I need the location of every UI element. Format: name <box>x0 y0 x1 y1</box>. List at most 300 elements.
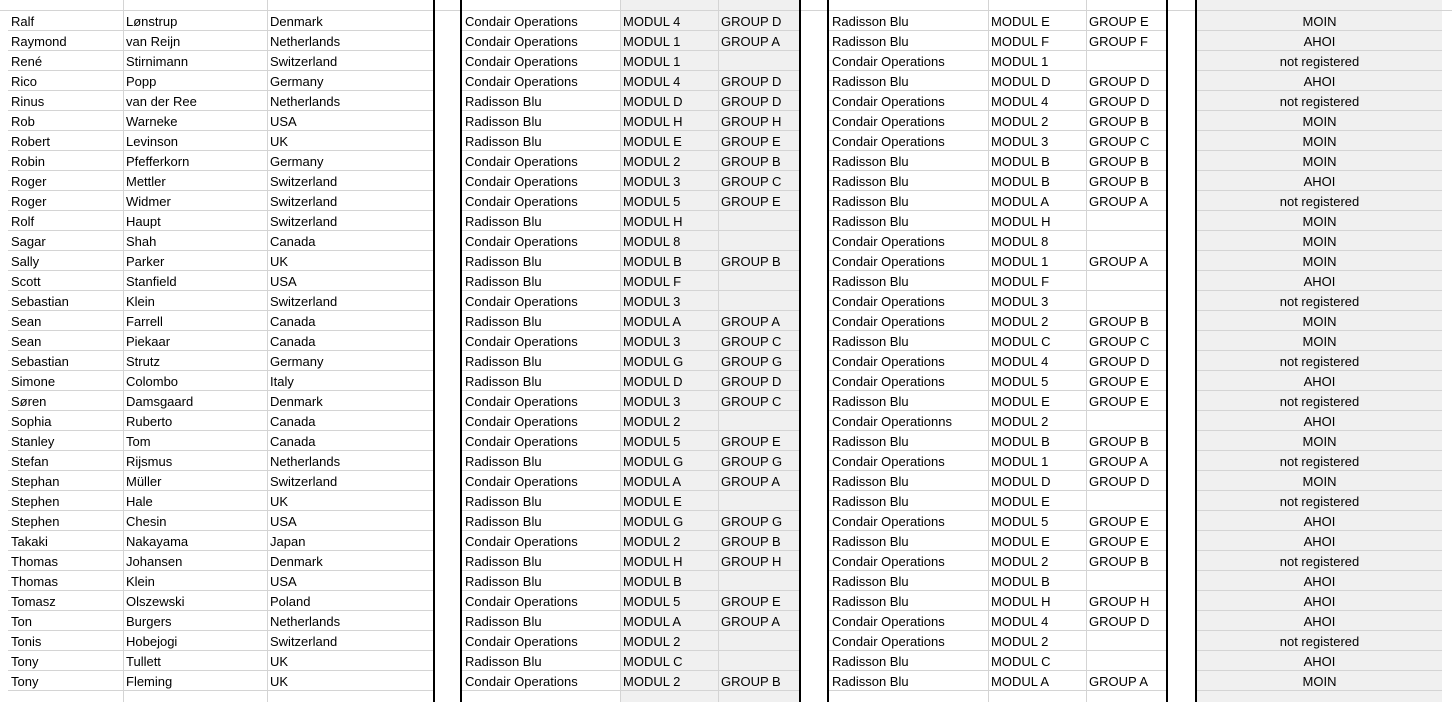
cell-b-modul[interactable]: MODUL 4 <box>988 611 1086 631</box>
cell-first[interactable]: Sagar <box>8 231 123 251</box>
cell-b-modul[interactable]: MODUL 2 <box>988 411 1086 431</box>
cell-country[interactable]: UK <box>267 131 433 151</box>
cell-last[interactable]: Tullett <box>123 651 267 671</box>
cell-b-hotel[interactable]: Radisson Blu <box>829 671 988 691</box>
cell-first[interactable]: Rico <box>8 71 123 91</box>
cell-b-group[interactable]: GROUP B <box>1086 151 1166 171</box>
cell-a-hotel[interactable]: Radisson Blu <box>462 551 620 571</box>
cell-country[interactable]: Canada <box>267 311 433 331</box>
cell-first[interactable]: Ralf <box>8 11 123 31</box>
cell-b-group[interactable]: GROUP F <box>1086 31 1166 51</box>
cell-first[interactable]: Rob <box>8 111 123 131</box>
cell-first[interactable]: Søren <box>8 391 123 411</box>
cell-a-hotel[interactable]: Radisson Blu <box>462 111 620 131</box>
cell-country[interactable]: Poland <box>267 591 433 611</box>
cell-last[interactable]: van Reijn <box>123 31 267 51</box>
cell-a-hotel[interactable]: Radisson Blu <box>462 271 620 291</box>
cell-last[interactable]: Widmer <box>123 191 267 211</box>
cell-a-hotel[interactable]: Condair Operations <box>462 391 620 411</box>
cell-a-modul[interactable]: MODUL 5 <box>620 591 718 611</box>
cell-status[interactable]: MOIN <box>1197 251 1442 271</box>
cell-country[interactable]: Switzerland <box>267 471 433 491</box>
cell-first[interactable]: Roger <box>8 171 123 191</box>
cell-status[interactable]: AHOI <box>1197 531 1442 551</box>
cell-b-modul[interactable]: MODUL 4 <box>988 351 1086 371</box>
cell-first[interactable]: Scott <box>8 271 123 291</box>
cell-a-group[interactable]: GROUP H <box>718 551 800 571</box>
cell-last[interactable]: Piekaar <box>123 331 267 351</box>
cell-b-group[interactable] <box>1086 291 1166 311</box>
cell-b-group[interactable]: GROUP A <box>1086 191 1166 211</box>
cell-b-group[interactable]: GROUP B <box>1086 551 1166 571</box>
cell-b-modul[interactable]: MODUL 3 <box>988 131 1086 151</box>
cell-a-group[interactable] <box>718 571 800 591</box>
cell-a-group[interactable] <box>718 631 800 651</box>
cell-status[interactable]: AHOI <box>1197 371 1442 391</box>
cell-a-modul[interactable]: MODUL 3 <box>620 171 718 191</box>
cell-b-modul[interactable]: MODUL E <box>988 491 1086 511</box>
cell-b-hotel[interactable]: Condair Operations <box>829 451 988 471</box>
cell-b-modul[interactable]: MODUL B <box>988 151 1086 171</box>
cell-b-hotel[interactable]: Condair Operations <box>829 371 988 391</box>
cell-last[interactable]: Lønstrup <box>123 11 267 31</box>
cell-last[interactable]: Nakayama <box>123 531 267 551</box>
cell-last[interactable]: Hale <box>123 491 267 511</box>
cell-first[interactable]: Thomas <box>8 571 123 591</box>
cell-last[interactable]: Johansen <box>123 551 267 571</box>
cell-country[interactable]: Denmark <box>267 551 433 571</box>
cell-last[interactable]: Chesin <box>123 511 267 531</box>
cell-a-modul[interactable]: MODUL H <box>620 211 718 231</box>
cell-b-group[interactable] <box>1086 571 1166 591</box>
cell-a-modul[interactable]: MODUL G <box>620 451 718 471</box>
cell-first[interactable]: Rinus <box>8 91 123 111</box>
cell-last[interactable]: Parker <box>123 251 267 271</box>
cell-country[interactable]: Switzerland <box>267 171 433 191</box>
cell-a-hotel[interactable]: Radisson Blu <box>462 91 620 111</box>
cell-status[interactable]: AHOI <box>1197 571 1442 591</box>
cell-country[interactable]: Canada <box>267 231 433 251</box>
cell-a-modul[interactable]: MODUL D <box>620 91 718 111</box>
cell-first[interactable]: Sophia <box>8 411 123 431</box>
cell-a-hotel[interactable]: Radisson Blu <box>462 131 620 151</box>
cell-a-group[interactable]: GROUP E <box>718 431 800 451</box>
cell-country[interactable]: Denmark <box>267 391 433 411</box>
cell-a-group[interactable] <box>718 651 800 671</box>
cell-last[interactable]: Shah <box>123 231 267 251</box>
cell-a-hotel[interactable]: Radisson Blu <box>462 211 620 231</box>
cell-b-group[interactable]: GROUP C <box>1086 331 1166 351</box>
cell-a-hotel[interactable]: Condair Operations <box>462 11 620 31</box>
cell-a-group[interactable] <box>718 491 800 511</box>
cell-last[interactable]: Rijsmus <box>123 451 267 471</box>
cell-country[interactable]: Netherlands <box>267 611 433 631</box>
cell-b-group[interactable]: GROUP B <box>1086 171 1166 191</box>
cell-a-group[interactable] <box>718 271 800 291</box>
cell-b-group[interactable] <box>1086 271 1166 291</box>
cell-country[interactable]: Switzerland <box>267 291 433 311</box>
cell-b-hotel[interactable]: Radisson Blu <box>829 331 988 351</box>
cell-b-group[interactable]: GROUP E <box>1086 391 1166 411</box>
cell-a-modul[interactable]: MODUL 5 <box>620 191 718 211</box>
cell-b-group[interactable] <box>1086 491 1166 511</box>
cell-a-hotel[interactable]: Radisson Blu <box>462 451 620 471</box>
cell-country[interactable]: USA <box>267 271 433 291</box>
cell-b-modul[interactable]: MODUL 5 <box>988 511 1086 531</box>
cell-status[interactable]: MOIN <box>1197 151 1442 171</box>
cell-b-hotel[interactable]: Radisson Blu <box>829 171 988 191</box>
cell-b-group[interactable]: GROUP D <box>1086 351 1166 371</box>
cell-a-modul[interactable]: MODUL E <box>620 491 718 511</box>
cell-first[interactable]: Thomas <box>8 551 123 571</box>
cell-b-hotel[interactable]: Radisson Blu <box>829 71 988 91</box>
cell-status[interactable]: AHOI <box>1197 611 1442 631</box>
cell-status[interactable]: not registered <box>1197 91 1442 111</box>
cell-a-group[interactable]: GROUP E <box>718 131 800 151</box>
cell-b-group[interactable]: GROUP A <box>1086 451 1166 471</box>
cell-status[interactable]: not registered <box>1197 51 1442 71</box>
cell-status[interactable]: MOIN <box>1197 671 1442 691</box>
cell-a-hotel[interactable]: Condair Operations <box>462 431 620 451</box>
cell-country[interactable]: Netherlands <box>267 451 433 471</box>
cell-b-hotel[interactable]: Condair Operations <box>829 51 988 71</box>
cell-a-hotel[interactable]: Condair Operations <box>462 631 620 651</box>
cell-a-modul[interactable]: MODUL 5 <box>620 431 718 451</box>
cell-a-modul[interactable]: MODUL G <box>620 351 718 371</box>
cell-status[interactable]: MOIN <box>1197 311 1442 331</box>
cell-country[interactable]: Germany <box>267 351 433 371</box>
cell-a-modul[interactable]: MODUL A <box>620 471 718 491</box>
cell-last[interactable]: Levinson <box>123 131 267 151</box>
cell-a-hotel[interactable]: Condair Operations <box>462 531 620 551</box>
cell-first[interactable]: Sebastian <box>8 291 123 311</box>
cell-b-hotel[interactable]: Condair Operations <box>829 91 988 111</box>
cell-b-group[interactable] <box>1086 231 1166 251</box>
cell-a-group[interactable]: GROUP B <box>718 251 800 271</box>
cell-last[interactable]: Colombo <box>123 371 267 391</box>
cell-b-hotel[interactable]: Radisson Blu <box>829 491 988 511</box>
cell-a-modul[interactable]: MODUL 3 <box>620 391 718 411</box>
cell-last[interactable]: Müller <box>123 471 267 491</box>
cell-a-modul[interactable]: MODUL 2 <box>620 531 718 551</box>
cell-b-group[interactable] <box>1086 631 1166 651</box>
cell-b-modul[interactable]: MODUL B <box>988 571 1086 591</box>
cell-country[interactable]: Switzerland <box>267 191 433 211</box>
cell-a-group[interactable]: GROUP B <box>718 151 800 171</box>
cell-b-group[interactable]: GROUP D <box>1086 611 1166 631</box>
cell-a-modul[interactable]: MODUL 2 <box>620 411 718 431</box>
cell-first[interactable]: Simone <box>8 371 123 391</box>
cell-a-group[interactable]: GROUP C <box>718 171 800 191</box>
cell-a-hotel[interactable]: Condair Operations <box>462 411 620 431</box>
cell-first[interactable]: Robin <box>8 151 123 171</box>
cell-a-group[interactable]: GROUP H <box>718 111 800 131</box>
cell-status[interactable]: AHOI <box>1197 411 1442 431</box>
cell-first[interactable]: Stanley <box>8 431 123 451</box>
cell-b-hotel[interactable]: Condair Operations <box>829 131 988 151</box>
cell-country[interactable]: USA <box>267 111 433 131</box>
cell-b-group[interactable] <box>1086 51 1166 71</box>
cell-a-modul[interactable]: MODUL E <box>620 131 718 151</box>
cell-a-modul[interactable]: MODUL A <box>620 611 718 631</box>
cell-b-group[interactable]: GROUP E <box>1086 371 1166 391</box>
cell-status[interactable]: AHOI <box>1197 511 1442 531</box>
cell-b-group[interactable]: GROUP E <box>1086 11 1166 31</box>
cell-b-modul[interactable]: MODUL C <box>988 651 1086 671</box>
cell-first[interactable]: Rolf <box>8 211 123 231</box>
cell-b-modul[interactable]: MODUL F <box>988 31 1086 51</box>
cell-a-group[interactable]: GROUP A <box>718 611 800 631</box>
cell-last[interactable]: van der Ree <box>123 91 267 111</box>
cell-a-hotel[interactable]: Condair Operations <box>462 71 620 91</box>
cell-last[interactable]: Klein <box>123 571 267 591</box>
cell-a-modul[interactable]: MODUL B <box>620 571 718 591</box>
cell-status[interactable]: not registered <box>1197 551 1442 571</box>
cell-last[interactable]: Warneke <box>123 111 267 131</box>
cell-b-hotel[interactable]: Condair Operations <box>829 231 988 251</box>
cell-b-hotel[interactable]: Radisson Blu <box>829 151 988 171</box>
cell-b-group[interactable]: GROUP A <box>1086 671 1166 691</box>
cell-b-group[interactable]: GROUP B <box>1086 311 1166 331</box>
cell-b-modul[interactable]: MODUL A <box>988 191 1086 211</box>
cell-b-modul[interactable]: MODUL H <box>988 591 1086 611</box>
cell-last[interactable]: Mettler <box>123 171 267 191</box>
cell-a-hotel[interactable]: Condair Operations <box>462 231 620 251</box>
cell-status[interactable]: AHOI <box>1197 271 1442 291</box>
cell-last[interactable]: Stirnimann <box>123 51 267 71</box>
cell-country[interactable]: Netherlands <box>267 31 433 51</box>
cell-country[interactable]: Japan <box>267 531 433 551</box>
cell-status[interactable]: MOIN <box>1197 331 1442 351</box>
cell-first[interactable]: Tomasz <box>8 591 123 611</box>
cell-first[interactable]: Takaki <box>8 531 123 551</box>
cell-b-hotel[interactable]: Radisson Blu <box>829 211 988 231</box>
cell-status[interactable]: not registered <box>1197 291 1442 311</box>
cell-country[interactable]: Denmark <box>267 11 433 31</box>
cell-a-hotel[interactable]: Condair Operations <box>462 291 620 311</box>
cell-b-group[interactable]: GROUP H <box>1086 591 1166 611</box>
cell-last[interactable]: Popp <box>123 71 267 91</box>
cell-b-hotel[interactable]: Condair Operations <box>829 511 988 531</box>
cell-a-hotel[interactable]: Condair Operations <box>462 31 620 51</box>
cell-b-hotel[interactable]: Condair Operations <box>829 311 988 331</box>
cell-b-modul[interactable]: MODUL E <box>988 11 1086 31</box>
cell-b-group[interactable]: GROUP B <box>1086 111 1166 131</box>
cell-a-modul[interactable]: MODUL F <box>620 271 718 291</box>
cell-first[interactable]: Raymond <box>8 31 123 51</box>
cell-a-group[interactable]: GROUP B <box>718 671 800 691</box>
cell-a-group[interactable]: GROUP A <box>718 31 800 51</box>
cell-b-group[interactable]: GROUP D <box>1086 91 1166 111</box>
cell-b-modul[interactable]: MODUL 2 <box>988 111 1086 131</box>
cell-a-modul[interactable]: MODUL A <box>620 311 718 331</box>
cell-first[interactable]: Stephan <box>8 471 123 491</box>
cell-b-modul[interactable]: MODUL 1 <box>988 51 1086 71</box>
cell-a-hotel[interactable]: Condair Operations <box>462 591 620 611</box>
cell-last[interactable]: Haupt <box>123 211 267 231</box>
cell-a-group[interactable]: GROUP C <box>718 331 800 351</box>
cell-b-hotel[interactable]: Radisson Blu <box>829 391 988 411</box>
cell-b-modul[interactable]: MODUL 4 <box>988 91 1086 111</box>
cell-b-group[interactable]: GROUP D <box>1086 71 1166 91</box>
cell-status[interactable]: not registered <box>1197 491 1442 511</box>
cell-a-modul[interactable]: MODUL 2 <box>620 151 718 171</box>
cell-a-group[interactable] <box>718 231 800 251</box>
cell-country[interactable]: Switzerland <box>267 631 433 651</box>
cell-a-group[interactable]: GROUP B <box>718 531 800 551</box>
cell-a-modul[interactable]: MODUL 4 <box>620 71 718 91</box>
cell-status[interactable]: AHOI <box>1197 591 1442 611</box>
cell-b-modul[interactable]: MODUL A <box>988 671 1086 691</box>
cell-a-hotel[interactable]: Condair Operations <box>462 191 620 211</box>
cell-status[interactable]: MOIN <box>1197 111 1442 131</box>
cell-a-group[interactable] <box>718 51 800 71</box>
cell-status[interactable]: not registered <box>1197 451 1442 471</box>
cell-b-group[interactable] <box>1086 411 1166 431</box>
cell-b-group[interactable]: GROUP D <box>1086 471 1166 491</box>
cell-b-group[interactable]: GROUP A <box>1086 251 1166 271</box>
cell-b-hotel[interactable]: Radisson Blu <box>829 431 988 451</box>
cell-status[interactable]: MOIN <box>1197 131 1442 151</box>
cell-b-group[interactable]: GROUP C <box>1086 131 1166 151</box>
cell-status[interactable]: MOIN <box>1197 471 1442 491</box>
cell-b-modul[interactable]: MODUL D <box>988 71 1086 91</box>
cell-a-modul[interactable]: MODUL 3 <box>620 331 718 351</box>
cell-b-group[interactable] <box>1086 211 1166 231</box>
cell-b-modul[interactable]: MODUL B <box>988 431 1086 451</box>
cell-a-hotel[interactable]: Condair Operations <box>462 671 620 691</box>
cell-a-modul[interactable]: MODUL D <box>620 371 718 391</box>
cell-a-hotel[interactable]: Radisson Blu <box>462 511 620 531</box>
cell-a-hotel[interactable]: Condair Operations <box>462 331 620 351</box>
cell-last[interactable]: Stanfield <box>123 271 267 291</box>
cell-a-modul[interactable]: MODUL C <box>620 651 718 671</box>
cell-b-hotel[interactable]: Condair Operations <box>829 351 988 371</box>
cell-status[interactable]: AHOI <box>1197 71 1442 91</box>
cell-country[interactable]: USA <box>267 571 433 591</box>
cell-status[interactable]: not registered <box>1197 391 1442 411</box>
cell-first[interactable]: Sean <box>8 331 123 351</box>
cell-last[interactable]: Farrell <box>123 311 267 331</box>
cell-a-modul[interactable]: MODUL H <box>620 551 718 571</box>
cell-a-group[interactable] <box>718 411 800 431</box>
cell-country[interactable]: UK <box>267 251 433 271</box>
cell-a-group[interactable]: GROUP G <box>718 351 800 371</box>
cell-a-hotel[interactable]: Radisson Blu <box>462 571 620 591</box>
cell-b-hotel[interactable]: Condair Operations <box>829 291 988 311</box>
cell-country[interactable]: Switzerland <box>267 51 433 71</box>
cell-b-hotel[interactable]: Condair Operations <box>829 551 988 571</box>
cell-last[interactable]: Damsgaard <box>123 391 267 411</box>
cell-first[interactable]: Roger <box>8 191 123 211</box>
cell-first[interactable]: Stephen <box>8 511 123 531</box>
cell-b-modul[interactable]: MODUL 1 <box>988 251 1086 271</box>
cell-b-modul[interactable]: MODUL E <box>988 531 1086 551</box>
cell-a-group[interactable]: GROUP G <box>718 451 800 471</box>
cell-a-modul[interactable]: MODUL 8 <box>620 231 718 251</box>
cell-last[interactable]: Ruberto <box>123 411 267 431</box>
cell-a-hotel[interactable]: Condair Operations <box>462 471 620 491</box>
cell-b-hotel[interactable]: Radisson Blu <box>829 651 988 671</box>
cell-b-hotel[interactable]: Radisson Blu <box>829 271 988 291</box>
cell-a-group[interactable] <box>718 291 800 311</box>
cell-b-modul[interactable]: MODUL D <box>988 471 1086 491</box>
cell-b-hotel[interactable]: Condair Operations <box>829 631 988 651</box>
cell-a-hotel[interactable]: Radisson Blu <box>462 491 620 511</box>
cell-last[interactable]: Tom <box>123 431 267 451</box>
cell-a-group[interactable]: GROUP E <box>718 591 800 611</box>
cell-a-group[interactable]: GROUP C <box>718 391 800 411</box>
cell-a-group[interactable]: GROUP A <box>718 471 800 491</box>
cell-first[interactable]: Tony <box>8 671 123 691</box>
cell-last[interactable]: Strutz <box>123 351 267 371</box>
cell-last[interactable]: Burgers <box>123 611 267 631</box>
cell-first[interactable]: Sebastian <box>8 351 123 371</box>
cell-b-modul[interactable]: MODUL H <box>988 211 1086 231</box>
cell-a-group[interactable]: GROUP A <box>718 311 800 331</box>
cell-a-modul[interactable]: MODUL 2 <box>620 671 718 691</box>
cell-b-modul[interactable]: MODUL E <box>988 391 1086 411</box>
cell-b-group[interactable]: GROUP B <box>1086 431 1166 451</box>
cell-first[interactable]: Robert <box>8 131 123 151</box>
cell-first[interactable]: Tonis <box>8 631 123 651</box>
cell-a-hotel[interactable]: Radisson Blu <box>462 651 620 671</box>
cell-first[interactable]: Ton <box>8 611 123 631</box>
cell-a-group[interactable]: GROUP G <box>718 511 800 531</box>
cell-b-modul[interactable]: MODUL 1 <box>988 451 1086 471</box>
cell-status[interactable]: MOIN <box>1197 11 1442 31</box>
cell-a-group[interactable]: GROUP D <box>718 91 800 111</box>
cell-b-modul[interactable]: MODUL 2 <box>988 631 1086 651</box>
cell-a-hotel[interactable]: Condair Operations <box>462 51 620 71</box>
cell-b-hotel[interactable]: Radisson Blu <box>829 11 988 31</box>
cell-a-modul[interactable]: MODUL 2 <box>620 631 718 651</box>
cell-b-modul[interactable]: MODUL 2 <box>988 551 1086 571</box>
cell-last[interactable]: Olszewski <box>123 591 267 611</box>
cell-country[interactable]: Netherlands <box>267 91 433 111</box>
cell-country[interactable]: UK <box>267 651 433 671</box>
cell-a-hotel[interactable]: Condair Operations <box>462 151 620 171</box>
cell-status[interactable]: not registered <box>1197 191 1442 211</box>
cell-country[interactable]: Canada <box>267 411 433 431</box>
cell-country[interactable]: USA <box>267 511 433 531</box>
cell-b-modul[interactable]: MODUL B <box>988 171 1086 191</box>
cell-a-group[interactable]: GROUP D <box>718 371 800 391</box>
cell-b-modul[interactable]: MODUL 8 <box>988 231 1086 251</box>
cell-a-hotel[interactable]: Radisson Blu <box>462 251 620 271</box>
cell-b-hotel[interactable]: Condair Operationns <box>829 411 988 431</box>
cell-country[interactable]: Canada <box>267 431 433 451</box>
cell-a-hotel[interactable]: Radisson Blu <box>462 371 620 391</box>
cell-a-group[interactable]: GROUP D <box>718 11 800 31</box>
cell-b-modul[interactable]: MODUL C <box>988 331 1086 351</box>
cell-last[interactable]: Klein <box>123 291 267 311</box>
cell-status[interactable]: MOIN <box>1197 231 1442 251</box>
cell-last[interactable]: Hobejogi <box>123 631 267 651</box>
cell-a-hotel[interactable]: Condair Operations <box>462 171 620 191</box>
cell-b-group[interactable]: GROUP E <box>1086 531 1166 551</box>
cell-b-group[interactable] <box>1086 651 1166 671</box>
cell-a-modul[interactable]: MODUL H <box>620 111 718 131</box>
cell-a-modul[interactable]: MODUL G <box>620 511 718 531</box>
cell-a-modul[interactable]: MODUL B <box>620 251 718 271</box>
cell-first[interactable]: Stephen <box>8 491 123 511</box>
cell-last[interactable]: Fleming <box>123 671 267 691</box>
cell-b-hotel[interactable]: Radisson Blu <box>829 531 988 551</box>
cell-status[interactable]: AHOI <box>1197 31 1442 51</box>
cell-b-hotel[interactable]: Radisson Blu <box>829 31 988 51</box>
cell-country[interactable]: UK <box>267 491 433 511</box>
